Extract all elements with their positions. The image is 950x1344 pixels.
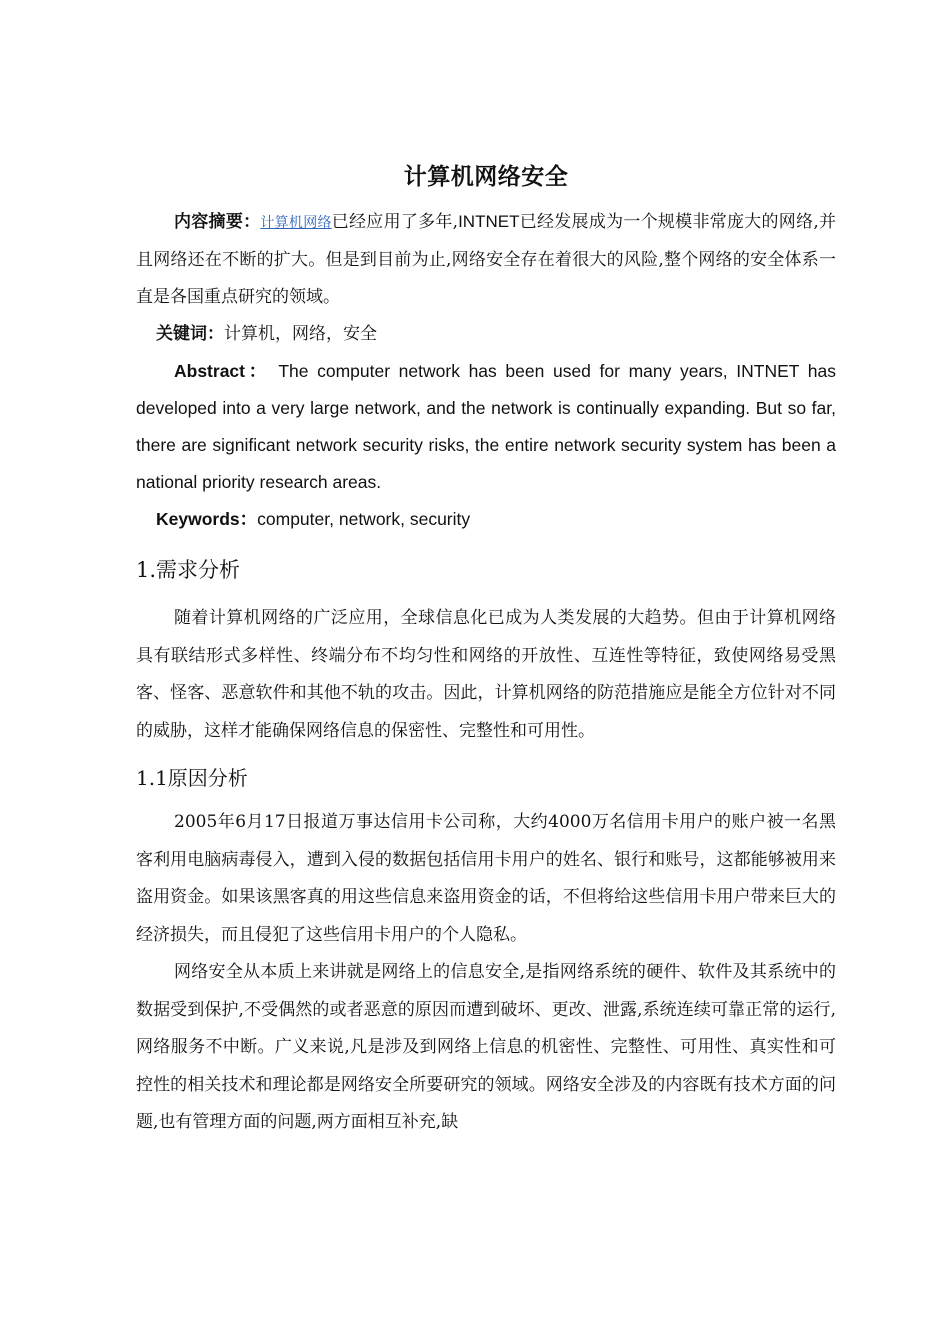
abstract-cn bbox=[136, 203, 836, 316]
section-1-paragraph: 随着计算机网络的广泛应用，全球信息化已成为人类发展的大趋势。但由于计算机网络具有联结形式多样性、终端分布不均匀性和网络的开放性、互连性等特征，致使网络易受黑客、怪客、恶意软件和其他不轨的攻击。因此，计算机网络的防范措施应是能全方位针对不同的威胁，这样才能确保网络信息的保密性、完整性和可用性。 bbox=[136, 608, 836, 741]
keywords-cn-text: 计算机，网络，安全 bbox=[224, 324, 377, 344]
abstract-en bbox=[136, 353, 836, 501]
section-1-1-paragraph-2: 网络安全从本质上来讲就是网络上的信息安全,是指网络系统的硬件、软件及其系统中的数据受到保护,不受偶然的或者恶意的原因而遭到破坏、更改、泄露,系统连续可靠正常的运行,网络服务不中断。广义来说,凡是涉及到网络上信息的机密性、完整性、可用性、真实性和可控性的相关技术和理论都是网络安全所要研究的领域。网络安全涉及的内容既有技术方面的问题,也有管理方面的问题,两方面相互补充,缺 bbox=[136, 962, 836, 1132]
section-1-1-paragraph-1: 2005年6月17日报道万事达信用卡公司称，大约4000万名信用卡用户的账户被一名黑客利用电脑病毒侵入，遭到入侵的数据包括信用卡用户的姓名、银行和账号，这都能够被用来盗用资金。如果该黑客真的用这些信息来盗用资金的话，不但将给这些信用卡用户带来巨大的经济损失，而且侵犯了这些信用卡用户的个人隐私。 bbox=[136, 812, 836, 945]
abstract-cn-text-1: 已经应用了多年, bbox=[331, 212, 459, 232]
section-1-body bbox=[136, 600, 836, 750]
keywords-cn bbox=[136, 316, 836, 353]
keywords-en-label: Keywords： bbox=[156, 509, 258, 529]
section-1-heading: 1.需求分析 bbox=[136, 558, 241, 582]
abstract-cn-label: 内容摘要： bbox=[174, 212, 261, 232]
abstract-en-label: Abstract： bbox=[174, 361, 271, 381]
abstract-en-text: The computer network has been used for many years, INTNET has developed into a very large network, and the network is continually expanding. But so far, there are significant network security risks, the entire network security system has been a national priority research areas. bbox=[136, 361, 836, 492]
document-content bbox=[136, 150, 836, 1142]
abstract-cn-text-2: 已经发展成为一个规模非常庞大的网络,并且网络还在不断的扩大。但是到目前为止,网络安全存在着很大的风险,整个网络的安全体系一直是各国重点研究的领域。 bbox=[136, 212, 837, 307]
keywords-en-text: computer, network, security bbox=[257, 509, 471, 529]
section-1-1-body bbox=[136, 804, 836, 1142]
keywords-cn-label: 关键词： bbox=[156, 324, 224, 344]
document-title: 计算机网络安全 bbox=[403, 163, 569, 190]
abstract-cn-link[interactable]: 计算机网络 bbox=[260, 215, 332, 231]
section-1-1-heading: 1.1原因分析 bbox=[136, 766, 248, 790]
keywords-en bbox=[136, 501, 836, 538]
abstract-cn-intnet: INTNET bbox=[458, 212, 520, 231]
